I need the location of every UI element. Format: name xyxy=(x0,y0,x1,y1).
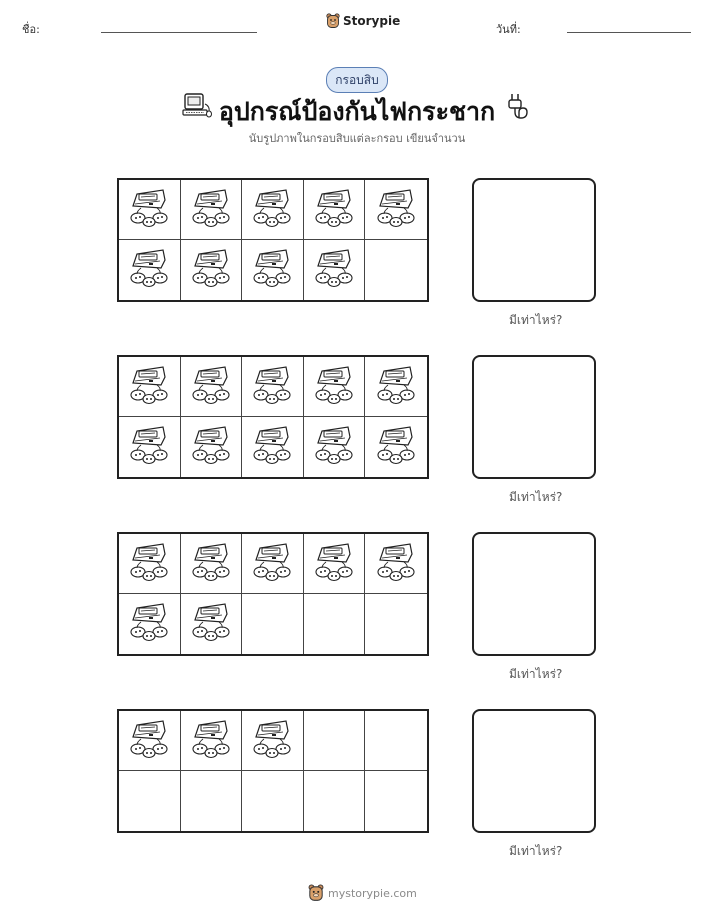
ten-frame-cell xyxy=(181,417,243,477)
instructions: นับรูปภาพในกรอบสิบแต่ละกรอบ เขียนจำนวน xyxy=(248,132,466,145)
ten-frame xyxy=(117,709,429,833)
ten-frame-cell xyxy=(365,771,427,831)
bear-logo-icon xyxy=(308,884,324,902)
ten-frame-cell xyxy=(304,417,366,477)
game-console-icon xyxy=(189,717,233,765)
game-console-icon xyxy=(312,423,356,471)
game-console-icon xyxy=(189,363,233,411)
ten-frame-cell xyxy=(119,240,181,300)
game-console-icon xyxy=(189,186,233,234)
ten-frame-cell xyxy=(365,711,427,771)
ten-frame-cell xyxy=(304,711,366,771)
how-many-prompt: มีเท่าไหร่? xyxy=(509,667,563,681)
brand-logo xyxy=(326,13,400,29)
how-many-prompt: มีเท่าไหร่? xyxy=(509,844,563,858)
ten-frame-cell xyxy=(119,594,181,654)
game-console-icon xyxy=(250,363,294,411)
ten-frame-cell xyxy=(181,594,243,654)
answer-box[interactable] xyxy=(472,709,596,833)
ten-frame-cell xyxy=(242,534,304,594)
ten-frame-cell xyxy=(119,417,181,477)
name-line[interactable] xyxy=(101,32,257,33)
page-title: อุปกรณ์ป้องกันไฟกระชาก xyxy=(218,97,496,126)
answer-box[interactable] xyxy=(472,355,596,479)
ten-frame-cell xyxy=(181,534,243,594)
ten-frame-cell xyxy=(119,534,181,594)
game-console-icon xyxy=(127,717,171,765)
bear-logo-icon xyxy=(326,13,340,29)
ten-frame-cell xyxy=(119,357,181,417)
ten-frame-cell xyxy=(242,180,304,240)
ten-frame xyxy=(117,532,429,656)
game-console-icon xyxy=(312,540,356,588)
plug-icon xyxy=(505,92,531,122)
ten-frame-cell xyxy=(365,594,427,654)
game-console-icon xyxy=(374,540,418,588)
ten-frame-cell xyxy=(365,180,427,240)
game-console-icon xyxy=(127,600,171,648)
game-console-icon xyxy=(189,540,233,588)
game-console-icon xyxy=(250,540,294,588)
answer-box[interactable] xyxy=(472,532,596,656)
ten-frame-cell xyxy=(242,594,304,654)
answer-box[interactable] xyxy=(472,178,596,302)
ten-frame-cell xyxy=(119,180,181,240)
ten-frame-cell xyxy=(119,771,181,831)
date-line[interactable] xyxy=(567,32,691,33)
game-console-icon xyxy=(127,246,171,294)
ten-frame-cell xyxy=(304,357,366,417)
game-console-icon xyxy=(189,423,233,471)
footer-url: mystorypie.com xyxy=(328,886,417,900)
game-console-icon xyxy=(374,423,418,471)
game-console-icon xyxy=(250,246,294,294)
footer xyxy=(308,884,417,902)
brand-name: Storypie xyxy=(343,14,401,28)
game-console-icon xyxy=(250,423,294,471)
ten-frame xyxy=(117,178,429,302)
game-console-icon xyxy=(189,600,233,648)
game-console-icon xyxy=(127,186,171,234)
ten-frame-cell xyxy=(242,771,304,831)
ten-frame-cell xyxy=(304,240,366,300)
ten-frame-cell xyxy=(242,357,304,417)
how-many-prompt: มีเท่าไหร่? xyxy=(509,313,563,327)
ten-frame-cell xyxy=(181,711,243,771)
game-console-icon xyxy=(250,186,294,234)
ten-frame-cell xyxy=(304,594,366,654)
ten-frame-cell xyxy=(119,711,181,771)
how-many-prompt: มีเท่าไหร่? xyxy=(509,490,563,504)
game-console-icon xyxy=(127,423,171,471)
game-console-icon xyxy=(312,363,356,411)
game-console-icon xyxy=(250,717,294,765)
ten-frame-cell xyxy=(242,240,304,300)
ten-frame-cell xyxy=(181,771,243,831)
game-console-icon xyxy=(127,363,171,411)
ten-frame-cell xyxy=(181,357,243,417)
game-console-icon xyxy=(374,186,418,234)
topic-badge: กรอบสิบ xyxy=(326,67,388,93)
ten-frame-cell xyxy=(365,417,427,477)
ten-frame-cell xyxy=(365,240,427,300)
game-console-icon xyxy=(312,186,356,234)
game-console-icon xyxy=(374,363,418,411)
game-console-icon xyxy=(189,246,233,294)
ten-frame-cell xyxy=(304,771,366,831)
ten-frame xyxy=(117,355,429,479)
ten-frame-cell xyxy=(304,534,366,594)
game-console-icon xyxy=(312,246,356,294)
ten-frame-cell xyxy=(242,711,304,771)
date-label: วันที่: xyxy=(496,23,521,36)
ten-frame-cell xyxy=(365,357,427,417)
ten-frame-cell xyxy=(181,240,243,300)
ten-frame-cell xyxy=(365,534,427,594)
ten-frame-cell xyxy=(242,417,304,477)
ten-frame-cell xyxy=(181,180,243,240)
game-console-icon xyxy=(127,540,171,588)
ten-frame-cell xyxy=(304,180,366,240)
name-label: ชื่อ: xyxy=(22,23,40,36)
